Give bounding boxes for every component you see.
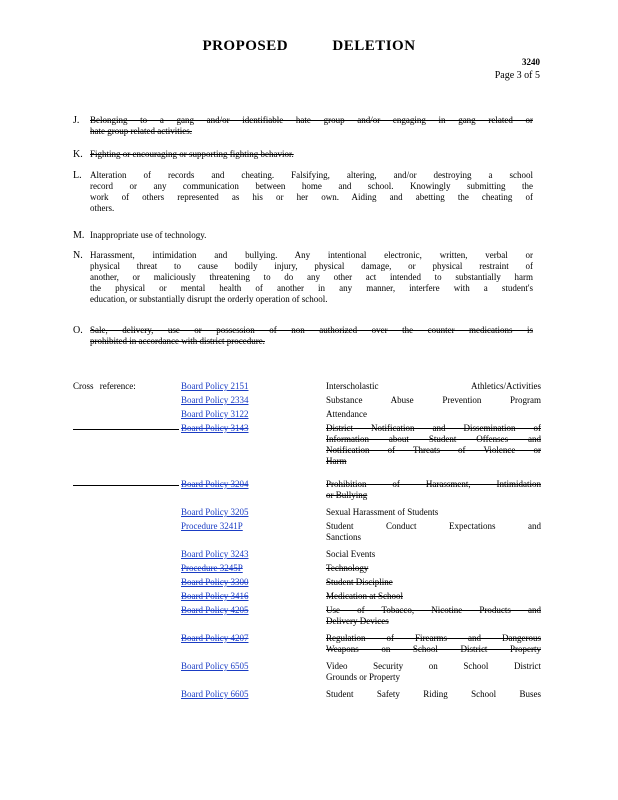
item-text-line: Belonging to a gang and/or identifiable hate group and/or engaging in gang related or bbox=[90, 115, 533, 125]
item-text-line: education, or substantially disrupt the orderly operation of school. bbox=[90, 294, 328, 304]
policy-item bbox=[73, 149, 533, 160]
policy-description-line: Use of Tobacco, Nicotine Products and bbox=[326, 605, 541, 615]
policy-description-line: Information about Student Offenses and bbox=[326, 434, 541, 444]
strike-rule bbox=[73, 485, 179, 486]
policy-description-line: Weapons on School District Property bbox=[326, 644, 541, 654]
policy-reference-link[interactable]: Board Policy 3416 bbox=[181, 591, 249, 601]
policy-description-line: Social Events bbox=[326, 549, 376, 559]
policy-description-line: Student Discipline bbox=[326, 577, 393, 587]
item-text-line: the physical or mental health of another in any manner, interfere with a student's bbox=[90, 283, 533, 293]
policy-reference-link[interactable]: Board Policy 3122 bbox=[181, 409, 249, 419]
policy-description-line: Prohibition of Harassment, Intimidation bbox=[326, 479, 541, 489]
policy-reference-link[interactable]: Board Policy 3243 bbox=[181, 549, 249, 559]
page-title: PROPOSED DELETION bbox=[202, 38, 416, 54]
policy-reference-link[interactable]: Board Policy 3204 bbox=[181, 479, 249, 489]
policy-reference-link[interactable]: Board Policy 3300 bbox=[181, 577, 249, 587]
item-letter: K. bbox=[73, 149, 83, 160]
policy-description-line: Harm bbox=[326, 456, 347, 466]
policy-description-line: District Notification and Dissemination of bbox=[326, 423, 541, 433]
item-text-line: Harassment, intimidation and bullying. Any intentional electronic, written, verbal or bbox=[90, 250, 533, 260]
policy-description-line: Substance Abuse Prevention Program bbox=[326, 395, 541, 405]
policy-reference-link[interactable]: Board Policy 3143 bbox=[181, 423, 249, 433]
policy-reference-link[interactable]: Board Policy 2151 bbox=[181, 381, 249, 391]
policy-description-line: Medication at School bbox=[326, 591, 403, 601]
policy-reference-link[interactable]: Board Policy 6505 bbox=[181, 661, 249, 671]
policy-description-line: Student Conduct Expectations and bbox=[326, 521, 541, 531]
policy-description-line: Student Safety Riding School Buses bbox=[326, 689, 541, 699]
page-number: Page 3 of 5 bbox=[494, 70, 540, 81]
policy-reference-link[interactable]: Procedure 3241P bbox=[181, 521, 243, 531]
policy-description-line: Sexual Harassment of Students bbox=[326, 507, 439, 517]
item-text-line: another, or maliciously threatening to do any other act intended to substantially harm bbox=[90, 272, 533, 282]
policy-item bbox=[73, 250, 533, 305]
policy-description-line: Sanctions bbox=[326, 532, 361, 542]
policy-description-line: Interscholastic Athletics/Activities bbox=[326, 381, 541, 391]
policy-code: 3240 bbox=[522, 57, 540, 67]
policy-item bbox=[73, 115, 533, 137]
item-text-line: others. bbox=[90, 203, 115, 213]
item-text-line: Inappropriate use of technology. bbox=[90, 230, 207, 240]
item-letter: O. bbox=[73, 325, 83, 336]
policy-reference-link[interactable]: Board Policy 4207 bbox=[181, 633, 249, 643]
policy-description-line: Regulation of Firearms and Dangerous bbox=[326, 633, 541, 643]
item-letter: J. bbox=[73, 115, 80, 126]
cross-reference-label: Cross reference: bbox=[73, 381, 136, 391]
policy-item bbox=[73, 170, 533, 214]
item-text-line: prohibited in accordance with district procedure. bbox=[90, 336, 265, 346]
item-letter: L. bbox=[73, 170, 82, 181]
policy-reference-link[interactable]: Board Policy 6605 bbox=[181, 689, 249, 699]
policy-description-line: or Bullying bbox=[326, 490, 368, 500]
policy-description-line: Video Security on School District bbox=[326, 661, 541, 671]
item-text-line: work of others represented as his or her own. Aiding and abetting the cheating of bbox=[90, 192, 533, 202]
item-text-line: record or any communication between home and school. Knowingly submitting the bbox=[90, 181, 533, 191]
item-text-line: hate group related activities. bbox=[90, 126, 192, 136]
policy-reference-link[interactable]: Board Policy 3205 bbox=[181, 507, 249, 517]
policy-item bbox=[73, 230, 533, 241]
policy-description-line: Delivery Devices bbox=[326, 616, 389, 626]
item-letter: N. bbox=[73, 250, 83, 261]
policy-description-line: Notification of Threats of Violence or bbox=[326, 445, 541, 455]
strike-rule bbox=[73, 429, 179, 430]
item-letter: M. bbox=[73, 230, 85, 241]
item-text-line: Sale, delivery, use or possession of non authorized over the counter medications is bbox=[90, 325, 533, 335]
item-text-line: Alteration of records and cheating. Falsifying, altering, and/or destroying a school bbox=[90, 170, 533, 180]
policy-description-line: Attendance bbox=[326, 409, 367, 419]
item-text-line: Fighting or encouraging or supporting fighting behavior. bbox=[90, 149, 294, 159]
policy-reference-link[interactable]: Board Policy 4205 bbox=[181, 605, 249, 615]
policy-description-line: Grounds or Property bbox=[326, 672, 400, 682]
item-text-line: physical threat to cause bodily injury, physical damage, or physical restraint of bbox=[90, 261, 533, 271]
policy-reference-link[interactable]: Board Policy 2334 bbox=[181, 395, 249, 405]
policy-item bbox=[73, 325, 533, 347]
policy-description-line: Technology bbox=[326, 563, 369, 573]
policy-reference-link[interactable]: Procedure 3245P bbox=[181, 563, 243, 573]
